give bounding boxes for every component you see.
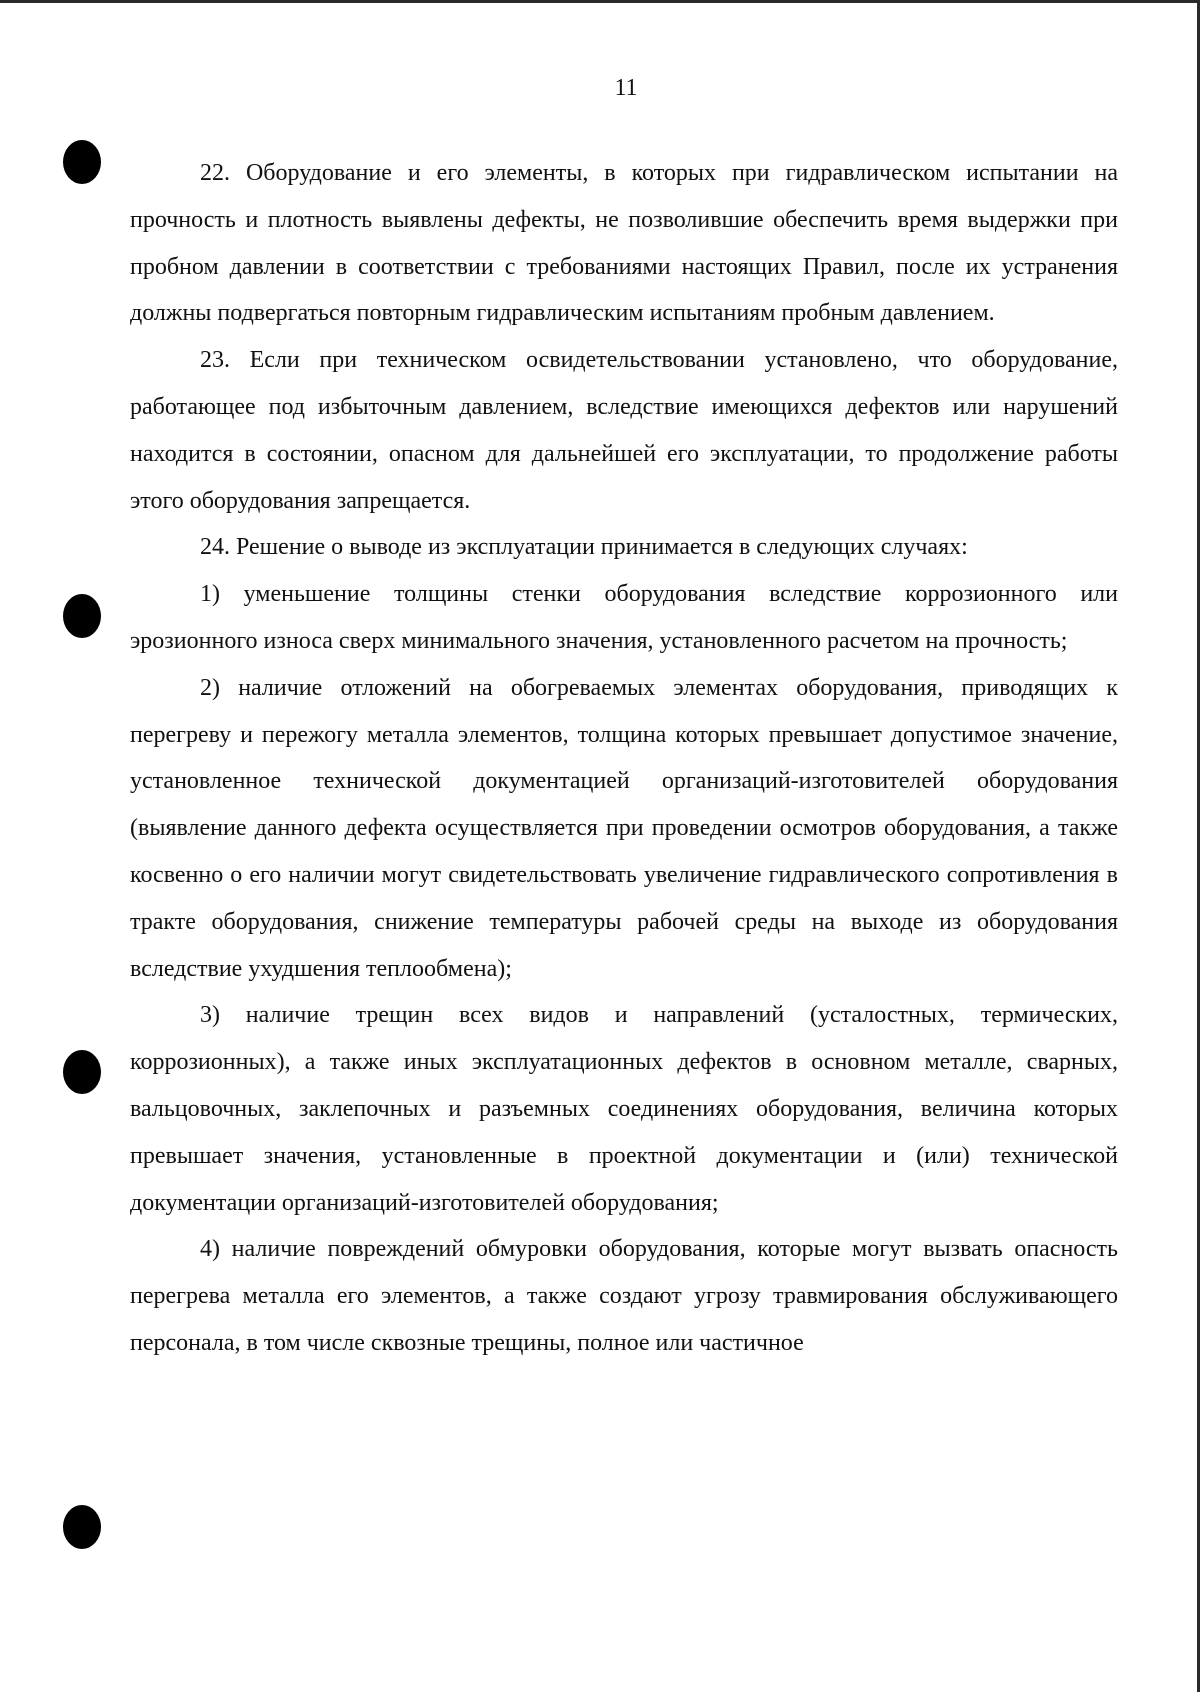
punch-hole-2 — [63, 594, 101, 638]
list-item-2: 2) наличие отложений на обогреваемых элементах оборудования, приводящих к перегреву и пережогу металла элементов, толщина которых превышает допустимое значение, установленное технической документацией организаций-изготовителей оборудования (выявление данного дефекта осуществляется при проведении осмотров оборудования, а также косвенно о его наличии могут свидетельствовать увеличение гидравлического сопротивления в тракте оборудования, снижение температуры рабочей среды на выходе из оборудования вследствие ухудшения теплообмена); — [130, 674, 1118, 982]
document-body — [130, 150, 1118, 1367]
paragraph-22: 22. Оборудование и его элементы, в которых при гидравлическом испытании на прочность и плотность выявлены дефекты, не позволившие обеспечить время выдержки при пробном давлении в соответствии с требованиями настоящих Правил, после их устранения должны подвергаться повторным гидравлическим испытаниям пробным давлением. — [130, 160, 1118, 327]
paragraph-23: 23. Если при техническом освидетельствовании установлено, что оборудование, работающее под избыточным давлением, вследствие имеющихся дефектов или нарушений находится в состоянии, опасном для дальнейшей его эксплуатации, то продолжение работы этого оборудования запрещается. — [130, 347, 1118, 514]
punch-hole-3 — [63, 1050, 101, 1094]
list-item-1: 1) уменьшение толщины стенки оборудования вследствие коррозионного или эрозионного износа сверх минимального значения, установленного расчетом на прочность; — [130, 581, 1118, 654]
punch-hole-4 — [63, 1505, 101, 1549]
paragraph-24: 24. Решение о выводе из эксплуатации принимается в следующих случаях: — [200, 534, 968, 561]
scan-edge-top — [0, 0, 1200, 3]
page-number: 11 — [614, 75, 638, 101]
list-item-4: 4) наличие повреждений обмуровки оборудования, которые могут вызвать опасность перегрева металла его элементов, а также создают угрозу травмирования обслуживающего персонала, в том числе сквозные трещины, полное или частичное — [130, 1236, 1118, 1356]
list-item-3: 3) наличие трещин всех видов и направлений (усталостных, термических, коррозионных), а также иных эксплуатационных дефектов в основном металле, сварных, вальцовочных, заклепочных и разъемных соединениях оборудования, величина которых превышает значения, установленные в проектной документации и (или) технической документации организаций-изготовителей оборудования; — [130, 1002, 1118, 1216]
punch-hole-1 — [63, 140, 101, 184]
